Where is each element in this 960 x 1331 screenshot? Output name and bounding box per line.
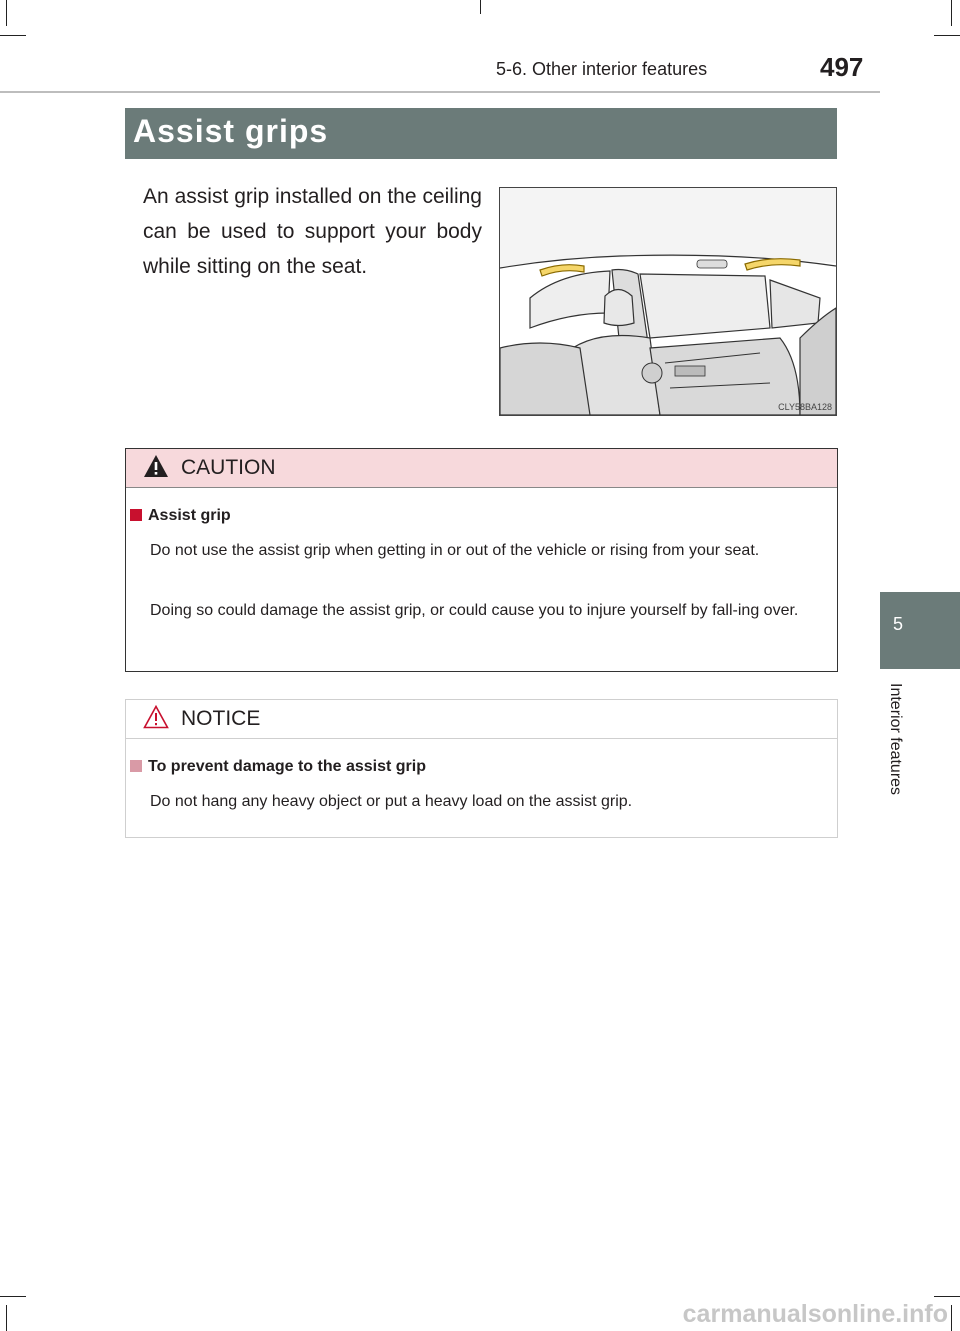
notice-item-title-text: To prevent damage to the assist grip bbox=[148, 758, 426, 775]
crop-mark bbox=[934, 35, 960, 36]
chapter-tab bbox=[880, 592, 960, 669]
watermark: carmanualsonline.info bbox=[682, 1300, 948, 1328]
caution-paragraph: Do not use the assist grip when getting in or out of the vehicle or rising from your seat. bbox=[150, 542, 760, 559]
crop-mark bbox=[934, 1296, 960, 1297]
figure-code: CLY58BA128 bbox=[778, 402, 832, 412]
chapter-label: Interior features bbox=[887, 683, 904, 796]
page-number: 497 bbox=[820, 52, 864, 82]
assist-grip-illustration bbox=[499, 187, 837, 416]
caution-item-title-text: Assist grip bbox=[148, 507, 231, 524]
notice-box bbox=[125, 699, 838, 838]
assist-grip-rear bbox=[745, 259, 800, 270]
header-divider bbox=[0, 91, 880, 93]
caution-box bbox=[125, 448, 838, 672]
notice-paragraph: Do not hang any heavy object or put a heavy load on the assist grip. bbox=[150, 793, 633, 810]
crop-mark bbox=[6, 1305, 7, 1331]
intro-paragraph: An assist grip installed on the ceiling can be used to support your body while sitting on the seat. bbox=[143, 185, 482, 278]
chapter-number: 5 bbox=[893, 614, 904, 634]
square-bullet-icon bbox=[130, 760, 142, 772]
crop-mark bbox=[0, 1296, 26, 1297]
section-title-bar bbox=[125, 108, 837, 159]
running-header-section: 5-6. Other interior features bbox=[496, 59, 708, 79]
crop-mark bbox=[6, 0, 7, 26]
notice-warning-icon bbox=[143, 705, 169, 729]
crop-mark bbox=[0, 35, 26, 36]
caution-item-title bbox=[130, 507, 231, 525]
square-bullet-icon bbox=[130, 509, 142, 521]
caution-header bbox=[126, 449, 837, 488]
notice-label: NOTICE bbox=[181, 707, 261, 730]
section-title: Assist grips bbox=[133, 113, 329, 149]
notice-header bbox=[126, 700, 837, 739]
car-interior-drawing bbox=[500, 188, 836, 415]
caution-paragraph: Doing so could damage the assist grip, or could cause you to injure yourself by fall-ing over. bbox=[150, 602, 799, 619]
notice-item-title bbox=[130, 758, 426, 776]
crop-mark bbox=[951, 1305, 952, 1331]
crop-mark bbox=[480, 0, 481, 14]
caution-label: CAUTION bbox=[181, 456, 276, 479]
crop-mark bbox=[951, 0, 952, 26]
assist-grip-front bbox=[540, 265, 584, 276]
warning-icon bbox=[143, 454, 169, 478]
